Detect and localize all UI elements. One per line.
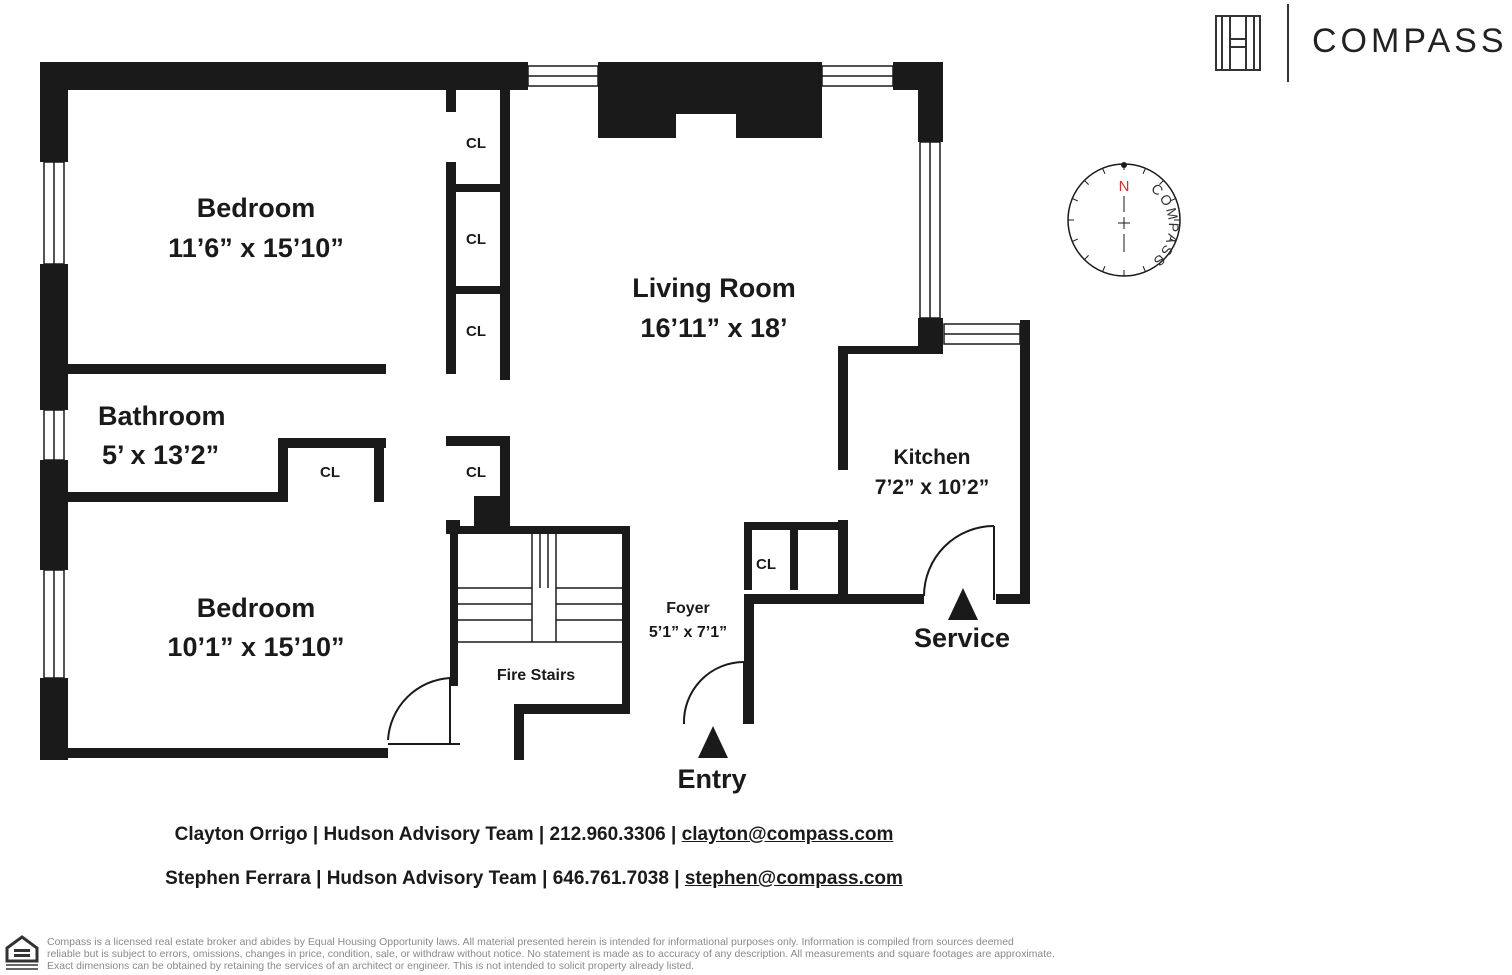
closet-label: CL (320, 464, 340, 481)
disclaimer-line: reliable but is subject to errors, omissions, changes in price, condition, sale, or withdraw without notice. No statement is made as to accuracy of any description. All measurements and square footages are approximate. (47, 948, 1055, 960)
bathroom-dims: 5’ x 13’2” (102, 440, 220, 470)
equal-housing-icon (4, 935, 40, 971)
bedroom2-name: Bedroom (196, 593, 316, 623)
foyer-name: Foyer (666, 600, 710, 617)
separator: | (674, 868, 680, 889)
compass-north-label: N (1118, 178, 1130, 195)
separator: | (542, 868, 548, 889)
separator: | (312, 824, 319, 845)
closet-label: CL (466, 323, 486, 340)
living-room-dims: 16’11” x 18’ (640, 313, 788, 343)
separator: | (316, 868, 322, 889)
closet-label: CL (756, 556, 776, 573)
compass-rose-icon (1068, 162, 1182, 276)
contact-name: Stephen Ferrara (165, 868, 311, 889)
contact-line (0, 824, 1068, 846)
contact-name: Clayton Orrigo (174, 824, 308, 845)
kitchen-name: Kitchen (893, 446, 971, 469)
bathroom-name: Bathroom (98, 401, 226, 431)
bedroom1-dims: 11’6” x 15’10” (168, 233, 344, 263)
contact-email-link[interactable]: stephen@compass.com (684, 868, 903, 889)
stair-treads (458, 534, 622, 642)
fire-stairs-name: Fire Stairs (496, 667, 576, 684)
contact-team: Hudson Advisory Team (326, 868, 537, 889)
disclaimer-line: Exact dimensions can be obtained by retaining the services of an architect or engineer. This is not intended to solicit property already listed. (47, 960, 695, 972)
contact-phone: 646.761.7038 (552, 868, 669, 889)
closet-label: CL (466, 135, 486, 152)
brand-name: COMPASS (1312, 22, 1508, 60)
bedroom1-name: Bedroom (196, 193, 316, 223)
separator: | (538, 824, 545, 845)
closet-label: CL (466, 231, 486, 248)
bedroom2-dims: 10’1” x 15’10” (167, 632, 345, 662)
service-arrow-icon (948, 588, 978, 620)
legal-disclaimer (47, 936, 1247, 972)
closet-label: CL (466, 464, 486, 481)
disclaimer-line: Compass is a licensed real estate broker and abides by Equal Housing Opportunity laws. All material presented herein is intended for informational purposes only. Information is compiled from sources deemed (47, 936, 1014, 948)
kitchen-dims: 7’2” x 10’2” (874, 476, 990, 499)
service-label: Service (913, 623, 1011, 653)
foyer-dims: 5’1” x 7’1” (648, 624, 728, 641)
living-room-name: Living Room (632, 273, 796, 303)
contact-team: Hudson Advisory Team (323, 824, 534, 845)
compass-ring-text: COMPASS (1148, 180, 1182, 271)
contact-line (0, 868, 1068, 890)
separator: | (671, 824, 677, 845)
contact-phone: 212.960.3306 (549, 824, 666, 845)
entry-arrow-icon (698, 726, 728, 758)
entry-label: Entry (677, 764, 747, 794)
contact-email-link[interactable]: clayton@compass.com (681, 824, 894, 845)
